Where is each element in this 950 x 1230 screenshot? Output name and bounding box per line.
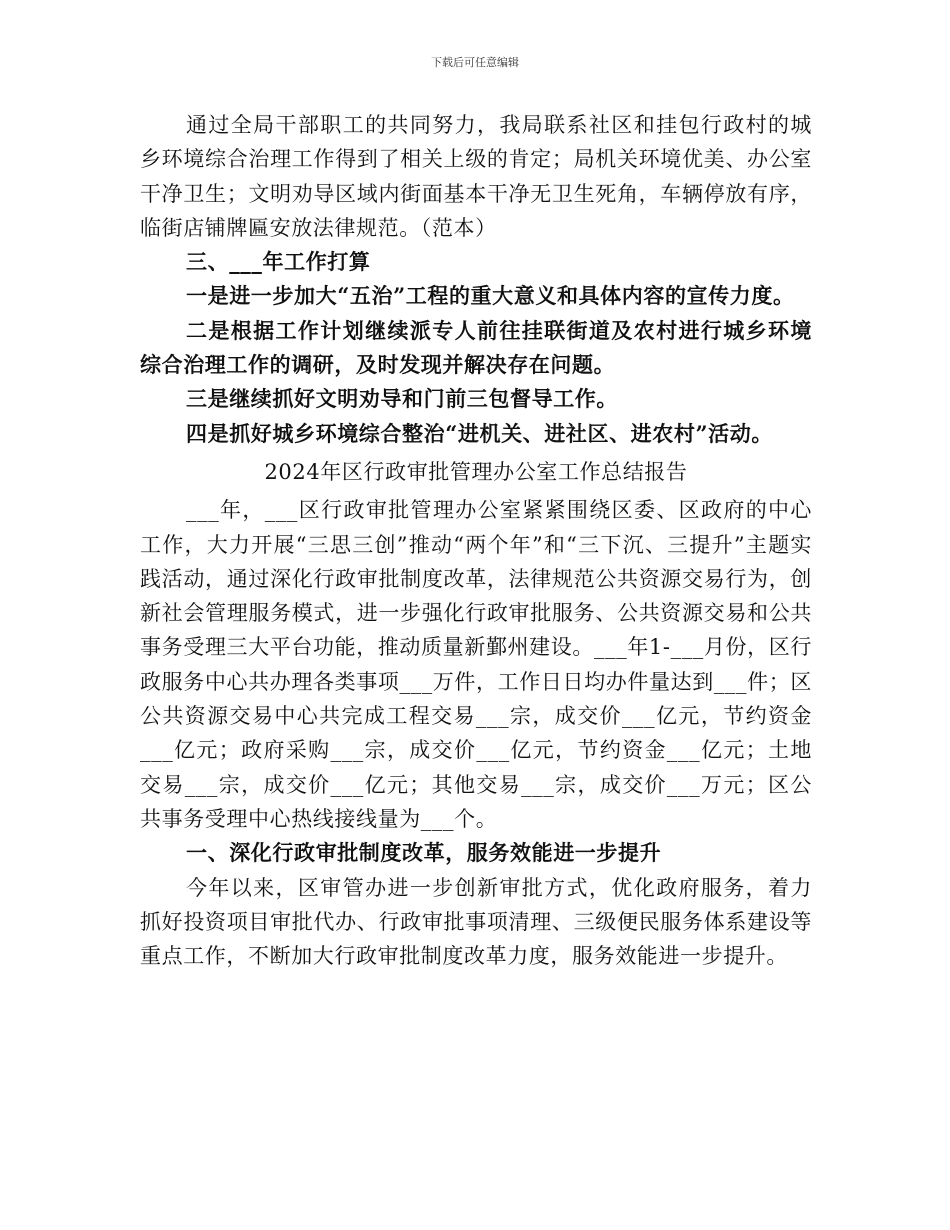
report-summary-paragraph: ___年，___区行政审批管理办公室紧紧围绕区委、区政府的中心工作，大力开展“三思三创”推动“两个年”和“三下沉、三提升”主题实践活动，通过深化行政审批制度改革，法律规范公共资源交易行为，创新社会管理服务模式，进一步强化行政审批服务、公共资源交易和公共事务受理三大平台功能，推动质量新鄞州建设。___年1-___月份，区行政服务中心共办理各类事项___万件，工作日日均办件量达到___件；区公共资源交易中心共完成工程交易___宗，成交价___亿元，节约资金___亿元；政府采购___宗，成交价___亿元，节约资金___亿元；土地交易___宗，成交价___亿元；其他交易___宗，成交价___万元；区公共事务受理中心热线接线量为___个。 xyxy=(140,498,812,831)
report-title: 2024年区行政审批管理办公室工作总结报告 xyxy=(264,459,688,484)
intro-paragraph: 通过全局干部职工的共同努力，我局联系社区和挂包行政村的城乡环境综合治理工作得到了相关上级的肯定；局机关环境优美、办公室干净卫生；文明劝导区域内街面基本干净无卫生死角，车辆停放有序，临街店铺牌匾安放法律规范。（范本） xyxy=(140,113,812,240)
header-caption: 下载后可任意编辑 xyxy=(431,56,519,69)
section-one-heading: 一、深化行政审批制度改革，服务效能进一步提升 xyxy=(186,840,662,866)
document-body xyxy=(140,108,812,973)
section-three-heading: 三、___年工作打算 xyxy=(186,249,371,275)
page-header xyxy=(0,54,950,70)
plan-item: 四是抓好城乡环境综合整治“进机关、进社区、进农村”活动。 xyxy=(186,420,773,446)
plan-item: 三是继续抓好文明劝导和门前三包督导工作。 xyxy=(186,386,618,412)
section-one-body: 今年以来，区审管办进一步创新审批方式，优化政府服务，着力抓好投资项目审批代办、行政审批事项清理、三级便民服务体系建设等重点工作，不断加大行政审批制度改革力度，服务效能进一步提升。 xyxy=(140,875,812,969)
plan-item: 一是进一步加大“五治”工程的重大意义和具体内容的宣传力度。 xyxy=(186,283,795,309)
plan-item: 二是根据工作计划继续派专人前往挂联街道及农村进行城乡环境综合治理工作的调研，及时发现并解决存在问题。 xyxy=(140,317,812,378)
